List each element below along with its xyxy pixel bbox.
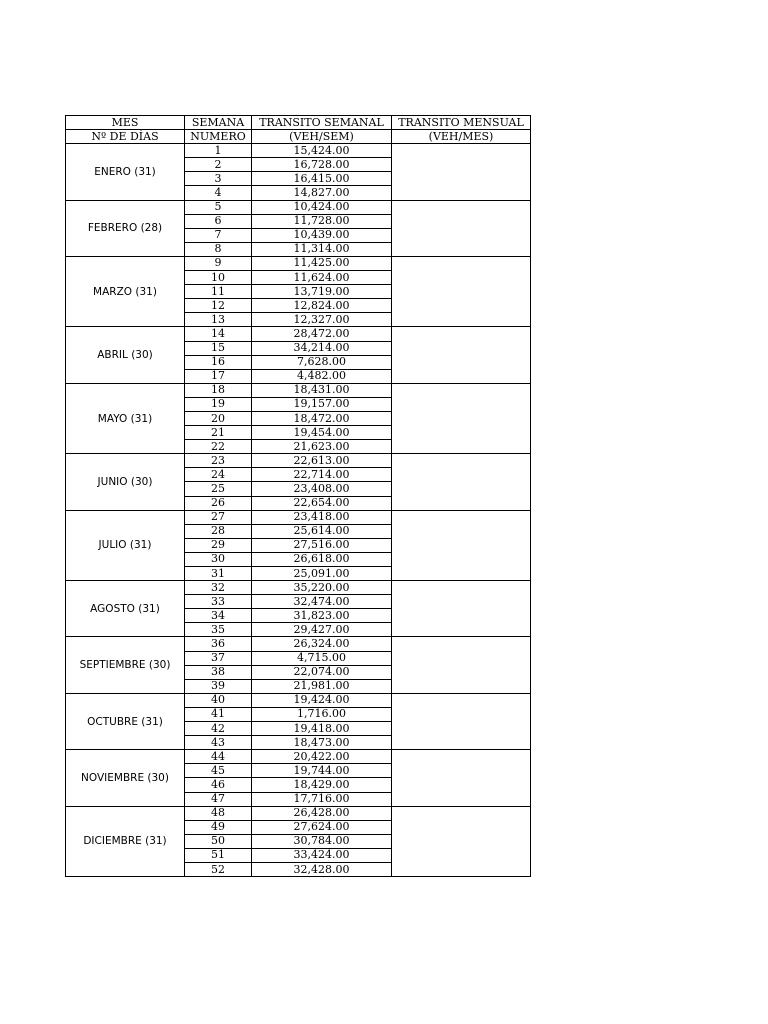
week-number-cell: 39 [185, 679, 252, 693]
weekly-traffic-cell: 19,157.00 [252, 397, 392, 411]
weekly-traffic-cell: 10,439.00 [252, 228, 392, 242]
week-number-cell: 37 [185, 651, 252, 665]
monthly-traffic-cell [392, 256, 531, 326]
week-number-cell: 44 [185, 750, 252, 764]
week-number-cell: 42 [185, 722, 252, 736]
month-cell: AGOSTO (31) [66, 581, 185, 637]
table-row [66, 806, 531, 820]
weekly-traffic-cell: 34,214.00 [252, 341, 392, 355]
week-number-cell: 17 [185, 369, 252, 383]
week-number-cell: 40 [185, 693, 252, 707]
week-number-cell: 35 [185, 623, 252, 637]
weekly-traffic-cell: 17,716.00 [252, 792, 392, 806]
week-number-cell: 52 [185, 862, 252, 876]
monthly-traffic-cell [392, 327, 531, 383]
weekly-traffic-cell: 7,628.00 [252, 355, 392, 369]
table-row [66, 200, 531, 214]
month-cell: JUNIO (30) [66, 454, 185, 510]
week-number-cell: 34 [185, 609, 252, 623]
header-num-dias: Nº DE DÍAS [66, 130, 185, 144]
week-number-cell: 30 [185, 552, 252, 566]
weekly-traffic-cell: 18,431.00 [252, 383, 392, 397]
weekly-traffic-cell: 22,654.00 [252, 496, 392, 510]
weekly-traffic-cell: 15,424.00 [252, 144, 392, 158]
week-number-cell: 1 [185, 144, 252, 158]
table-row [66, 256, 531, 270]
table-row [66, 327, 531, 341]
week-number-cell: 38 [185, 665, 252, 679]
weekly-traffic-cell: 11,314.00 [252, 242, 392, 256]
weekly-traffic-cell: 18,472.00 [252, 411, 392, 425]
table-header [66, 116, 531, 144]
week-number-cell: 5 [185, 200, 252, 214]
week-number-cell: 14 [185, 327, 252, 341]
weekly-traffic-cell: 12,327.00 [252, 313, 392, 327]
week-number-cell: 7 [185, 228, 252, 242]
week-number-cell: 8 [185, 242, 252, 256]
header-row-1 [66, 116, 531, 130]
weekly-traffic-cell: 29,427.00 [252, 623, 392, 637]
week-number-cell: 20 [185, 411, 252, 425]
weekly-traffic-cell: 4,715.00 [252, 651, 392, 665]
monthly-traffic-cell [392, 693, 531, 749]
weekly-traffic-cell: 30,784.00 [252, 834, 392, 848]
week-number-cell: 24 [185, 468, 252, 482]
weekly-traffic-cell: 22,613.00 [252, 454, 392, 468]
monthly-traffic-cell [392, 806, 531, 876]
table-row [66, 383, 531, 397]
week-number-cell: 48 [185, 806, 252, 820]
month-cell: DICIEMBRE (31) [66, 806, 185, 876]
week-number-cell: 31 [185, 567, 252, 581]
monthly-traffic-cell [392, 750, 531, 806]
week-number-cell: 19 [185, 397, 252, 411]
week-number-cell: 16 [185, 355, 252, 369]
weekly-traffic-cell: 11,425.00 [252, 256, 392, 270]
weekly-traffic-cell: 28,472.00 [252, 327, 392, 341]
weekly-traffic-cell: 19,424.00 [252, 693, 392, 707]
month-cell: ABRIL (30) [66, 327, 185, 383]
week-number-cell: 2 [185, 158, 252, 172]
week-number-cell: 15 [185, 341, 252, 355]
weekly-traffic-cell: 32,474.00 [252, 595, 392, 609]
week-number-cell: 36 [185, 637, 252, 651]
week-number-cell: 45 [185, 764, 252, 778]
week-number-cell: 33 [185, 595, 252, 609]
week-number-cell: 41 [185, 707, 252, 721]
table-row [66, 454, 531, 468]
weekly-traffic-cell: 23,418.00 [252, 510, 392, 524]
week-number-cell: 21 [185, 426, 252, 440]
weekly-traffic-cell: 19,454.00 [252, 426, 392, 440]
monthly-traffic-cell [392, 637, 531, 693]
weekly-traffic-cell: 4,482.00 [252, 369, 392, 383]
weekly-traffic-cell: 11,728.00 [252, 214, 392, 228]
month-cell: ENERO (31) [66, 144, 185, 200]
weekly-traffic-cell: 31,823.00 [252, 609, 392, 623]
weekly-traffic-cell: 1,716.00 [252, 707, 392, 721]
weekly-traffic-cell: 26,618.00 [252, 552, 392, 566]
table-row [66, 144, 531, 158]
weekly-traffic-cell: 19,418.00 [252, 722, 392, 736]
month-cell: MARZO (31) [66, 256, 185, 326]
table-row [66, 510, 531, 524]
week-number-cell: 9 [185, 256, 252, 270]
week-number-cell: 43 [185, 736, 252, 750]
week-number-cell: 27 [185, 510, 252, 524]
weekly-traffic-cell: 10,424.00 [252, 200, 392, 214]
weekly-traffic-cell: 16,415.00 [252, 172, 392, 186]
weekly-traffic-cell: 35,220.00 [252, 581, 392, 595]
weekly-traffic-cell: 23,408.00 [252, 482, 392, 496]
week-number-cell: 22 [185, 440, 252, 454]
monthly-traffic-cell [392, 144, 531, 200]
weekly-traffic-cell: 12,824.00 [252, 299, 392, 313]
week-number-cell: 3 [185, 172, 252, 186]
weekly-traffic-cell: 11,624.00 [252, 271, 392, 285]
weekly-traffic-cell: 21,981.00 [252, 679, 392, 693]
monthly-traffic-cell [392, 454, 531, 510]
table-row [66, 581, 531, 595]
header-transito-mensual: TRANSITO MENSUAL [392, 116, 531, 130]
monthly-traffic-cell [392, 383, 531, 453]
weekly-traffic-cell: 21,623.00 [252, 440, 392, 454]
week-number-cell: 32 [185, 581, 252, 595]
weekly-traffic-cell: 22,714.00 [252, 468, 392, 482]
month-cell: FEBRERO (28) [66, 200, 185, 256]
month-cell: MAYO (31) [66, 383, 185, 453]
month-cell: OCTUBRE (31) [66, 693, 185, 749]
week-number-cell: 51 [185, 848, 252, 862]
weekly-traffic-cell: 26,428.00 [252, 806, 392, 820]
monthly-traffic-cell [392, 510, 531, 580]
month-cell: SEPTIEMBRE (30) [66, 637, 185, 693]
weekly-traffic-cell: 20,422.00 [252, 750, 392, 764]
weekly-traffic-cell: 19,744.00 [252, 764, 392, 778]
weekly-traffic-cell: 25,091.00 [252, 567, 392, 581]
week-number-cell: 6 [185, 214, 252, 228]
header-transito-semanal: TRANSITO SEMANAL [252, 116, 392, 130]
header-unit-semanal: (VEH/SEM) [252, 130, 392, 144]
header-unit-mensual: (VEH/MES) [392, 130, 531, 144]
week-number-cell: 28 [185, 524, 252, 538]
weekly-traffic-cell: 18,473.00 [252, 736, 392, 750]
weekly-traffic-cell: 27,516.00 [252, 538, 392, 552]
week-number-cell: 18 [185, 383, 252, 397]
week-number-cell: 47 [185, 792, 252, 806]
monthly-traffic-cell [392, 200, 531, 256]
monthly-traffic-cell [392, 581, 531, 637]
weekly-traffic-cell: 16,728.00 [252, 158, 392, 172]
month-cell: NOVIEMBRE (30) [66, 750, 185, 806]
week-number-cell: 12 [185, 299, 252, 313]
week-number-cell: 46 [185, 778, 252, 792]
month-cell: JULIO (31) [66, 510, 185, 580]
week-number-cell: 23 [185, 454, 252, 468]
weekly-traffic-cell: 26,324.00 [252, 637, 392, 651]
weekly-traffic-cell: 27,624.00 [252, 820, 392, 834]
weekly-traffic-cell: 13,719.00 [252, 285, 392, 299]
weekly-traffic-cell: 22,074.00 [252, 665, 392, 679]
week-number-cell: 29 [185, 538, 252, 552]
weekly-traffic-cell: 32,428.00 [252, 862, 392, 876]
header-numero: NUMERO [185, 130, 252, 144]
week-number-cell: 4 [185, 186, 252, 200]
week-number-cell: 10 [185, 271, 252, 285]
week-number-cell: 26 [185, 496, 252, 510]
table-body [66, 144, 531, 877]
weekly-traffic-cell: 25,614.00 [252, 524, 392, 538]
week-number-cell: 50 [185, 834, 252, 848]
week-number-cell: 25 [185, 482, 252, 496]
weekly-traffic-cell: 33,424.00 [252, 848, 392, 862]
week-number-cell: 49 [185, 820, 252, 834]
week-number-cell: 11 [185, 285, 252, 299]
traffic-table [65, 115, 531, 877]
header-semana: SEMANA [185, 116, 252, 130]
weekly-traffic-cell: 14,827.00 [252, 186, 392, 200]
header-mes: MES [66, 116, 185, 130]
table-row [66, 750, 531, 764]
header-row-2 [66, 130, 531, 144]
week-number-cell: 13 [185, 313, 252, 327]
table-row [66, 693, 531, 707]
table-row [66, 637, 531, 651]
weekly-traffic-cell: 18,429.00 [252, 778, 392, 792]
